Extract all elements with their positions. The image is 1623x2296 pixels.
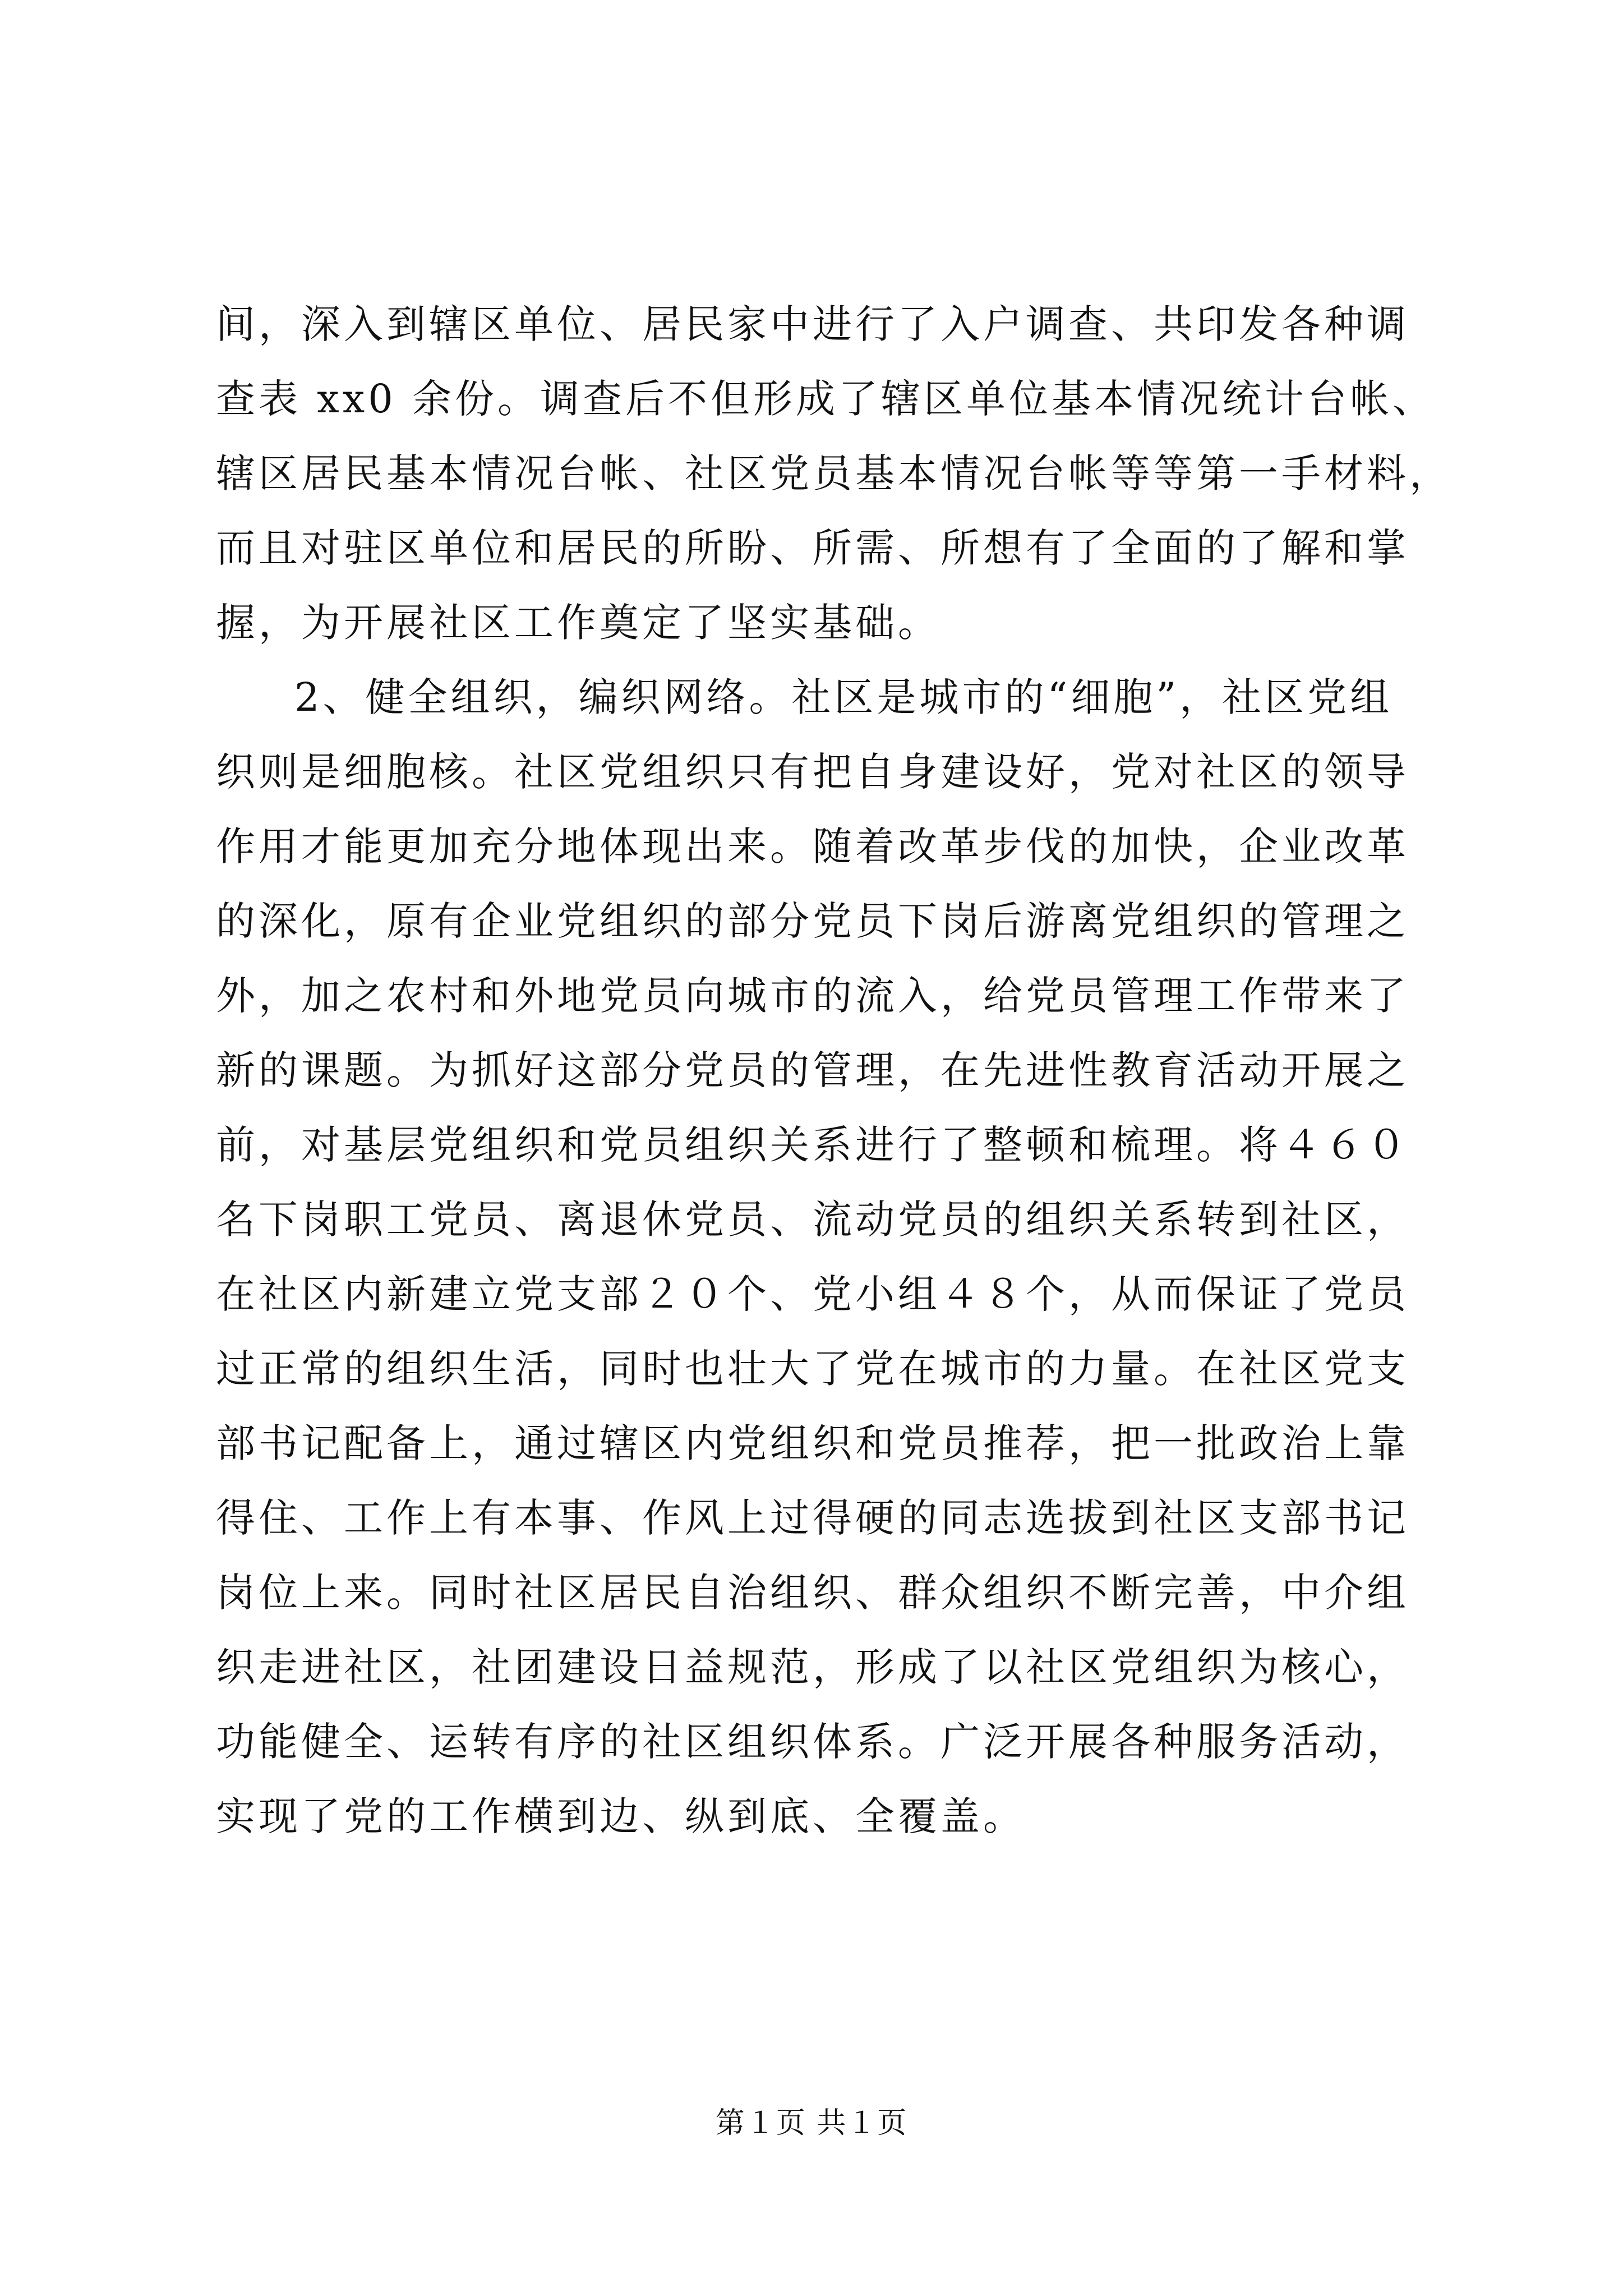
paragraph-start-line: 2、健全组织，编织网络。社区是城市的“细胞”，社区党组	[294, 674, 1393, 720]
page-number: 第１页 共１页	[715, 2106, 908, 2140]
text-line: 岗位上来。同时社区居民自治组织、群众组织不断完善，中介组	[216, 1570, 1409, 1616]
text-line: 新的课题。为抓好这部分党员的管理，在先进性教育活动开展之	[216, 1047, 1409, 1093]
text-line: 名下岗职工党员、离退休党员、流动党员的组织关系转到社区，	[216, 1197, 1409, 1243]
text-line: 织则是细胞核。社区党组织只有把自身建设好，党对社区的领导	[216, 749, 1409, 795]
text-line: 部书记配备上，通过辖区内党组织和党员推荐，把一批政治上靠	[216, 1420, 1409, 1466]
text-line: 握，为开展社区工作奠定了坚实基础。	[216, 600, 940, 646]
text-line: 间，深入到辖区单位、居民家中进行了入户调查、共印发各种调	[216, 301, 1409, 347]
text-line: 作用才能更加充分地体现出来。随着改革步伐的加快，企业改革	[216, 823, 1409, 869]
text-line: 织走进社区，社团建设日益规范，形成了以社区党组织为核心，	[216, 1644, 1409, 1690]
text-line: 查表 xx0 余份。调查后不但形成了辖区单位基本情况统计台帐、	[216, 376, 1435, 422]
text-line: 辖区居民基本情况台帐、社区党员基本情况台帐等等第一手材料，	[216, 450, 1452, 496]
text-line: 过正常的组织生活，同时也壮大了党在城市的力量。在社区党支	[216, 1346, 1409, 1392]
text-line: 而且对驻区单位和居民的所盼、所需、所想有了全面的了解和掌	[216, 525, 1409, 571]
text-line: 得住、工作上有本事、作风上过得硬的同志选拔到社区支部书记	[216, 1495, 1409, 1541]
text-line: 的深化，原有企业党组织的部分党员下岗后游离党组织的管理之	[216, 898, 1409, 944]
text-line: 功能健全、运转有序的社区组织体系。广泛开展各种服务活动，	[216, 1719, 1409, 1765]
body-text	[216, 287, 1467, 1854]
text-line: 在社区内新建立党支部２０个、党小组４８个，从而保证了党员	[216, 1271, 1409, 1317]
text-line: 前，对基层党组织和党员组织关系进行了整顿和梳理。将４６０	[216, 1122, 1409, 1168]
text-line: 实现了党的工作横到边、纵到底、全覆盖。	[216, 1793, 1026, 1839]
text-line: 外，加之农村和外地党员向城市的流入，给党员管理工作带来了	[216, 973, 1409, 1019]
page-footer	[0, 2101, 1623, 2146]
